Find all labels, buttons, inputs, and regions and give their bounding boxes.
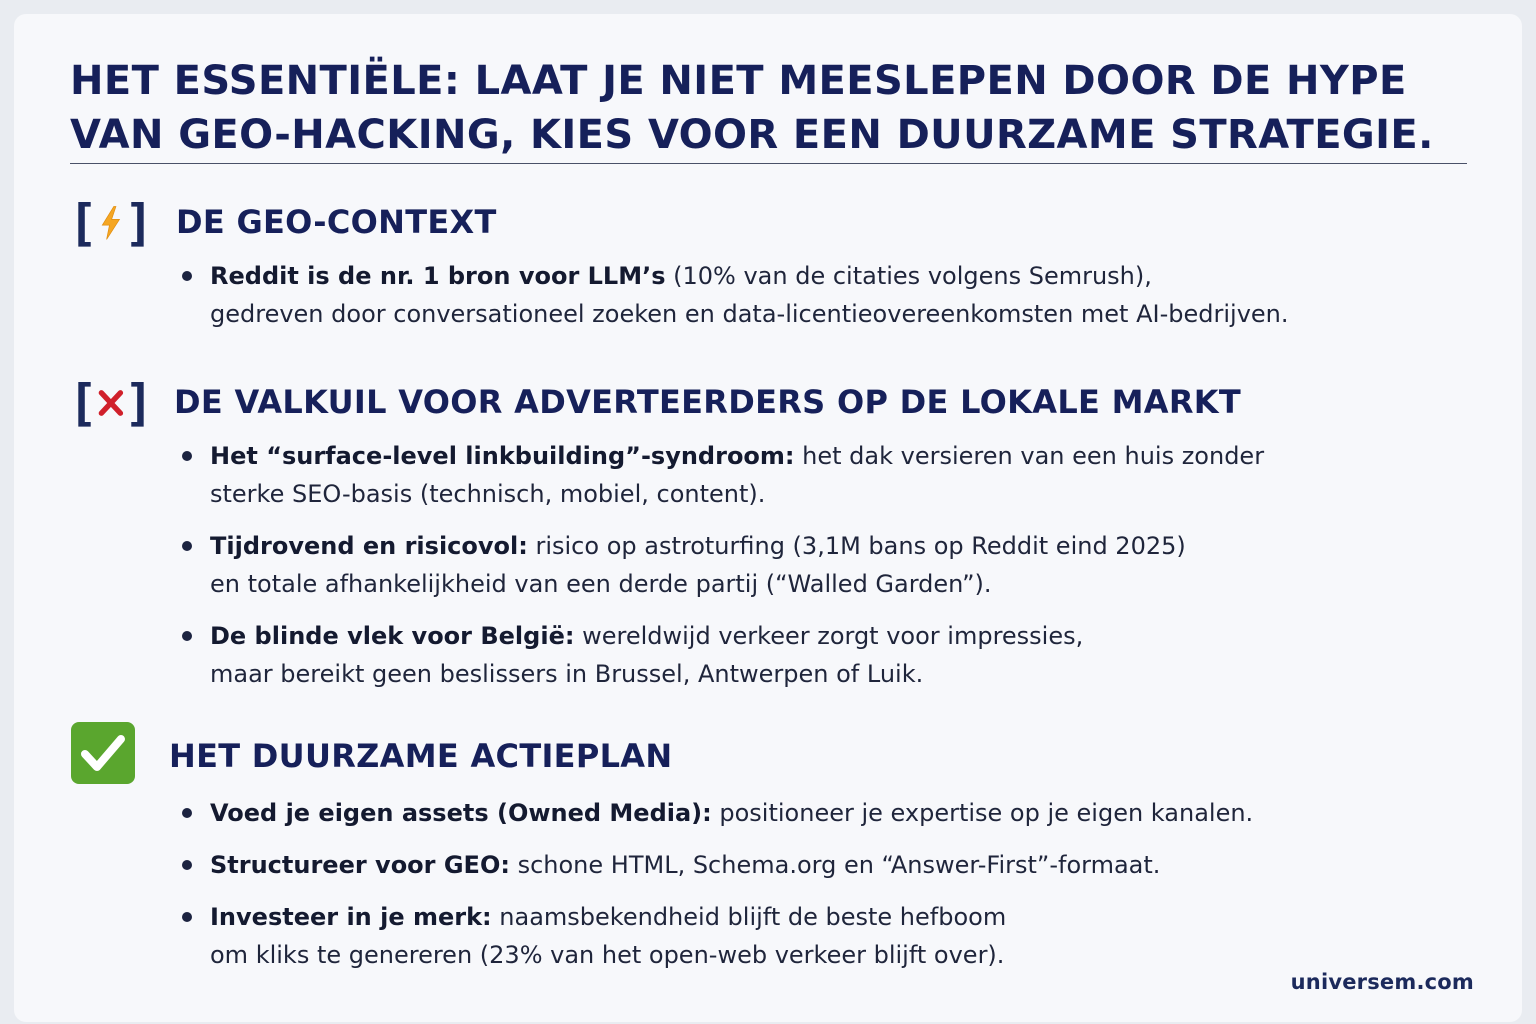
cross-glyph bbox=[98, 383, 124, 423]
title-line-2: VAN GEO-HACKING, KIES VOOR EEN DUURZAME STRATEGIE. bbox=[70, 112, 1434, 158]
title-line-1: HET ESSENTIËLE: LAAT JE NIET MEESLEPEN DOOR DE HYPE bbox=[70, 58, 1407, 104]
bolt-glyph bbox=[98, 198, 124, 248]
list-item: Structureer voor GEO: schone HTML, Schema.org en “Answer-First”-formaat. bbox=[182, 846, 1253, 884]
title-divider bbox=[70, 163, 1467, 164]
list-item: Tijdrovend en risicovol: risico op astroturfing (3,1M bans op Reddit eind 2025) en totale afhankelijkheid van een derde partij (“Walled Garden”). bbox=[182, 527, 1264, 603]
bullet-dot bbox=[182, 860, 192, 870]
green-checkmark-icon bbox=[71, 722, 135, 784]
actieplan-list bbox=[182, 794, 1253, 974]
geo-context-list bbox=[182, 257, 1289, 333]
bullet-dot bbox=[182, 541, 192, 551]
infographic-card bbox=[14, 14, 1522, 1022]
list-item: Het “surface-level linkbuilding”-syndroom: het dak versieren van een huis zonder sterke SEO-basis (technisch, mobiel, content). bbox=[182, 437, 1264, 513]
list-item: Voed je eigen assets (Owned Media): positioneer je expertise op je eigen kanalen. bbox=[182, 794, 1253, 832]
page-title bbox=[70, 54, 1490, 162]
bullet-dot bbox=[182, 808, 192, 818]
checkmark-glyph bbox=[79, 731, 127, 775]
red-cross-icon: [ ] bbox=[68, 374, 154, 432]
bullet-dot bbox=[182, 451, 192, 461]
section-heading-actieplan: HET DUURZAME ACTIEPLAN bbox=[169, 737, 673, 775]
footer-brand-link[interactable]: universem.com bbox=[1290, 970, 1474, 994]
list-item: Reddit is de nr. 1 bron voor LLM’s (10% van de citaties volgens Semrush), gedreven door conversationeel zoeken en data-licentieovereenkomsten met AI-bedrijven. bbox=[182, 257, 1289, 333]
lightning-bolt-icon: [ ] bbox=[68, 194, 154, 252]
list-item: Investeer in je merk: naamsbekendheid blijft de beste hefboom om kliks te genereren (23% van het open-web verkeer blijft over). bbox=[182, 898, 1253, 974]
valkuil-list bbox=[182, 437, 1264, 693]
bullet-dot bbox=[182, 912, 192, 922]
section-heading-geo-context: DE GEO-CONTEXT bbox=[176, 203, 497, 241]
bullet-dot bbox=[182, 631, 192, 641]
bullet-dot bbox=[182, 271, 192, 281]
list-item: De blinde vlek voor België: wereldwijd verkeer zorgt voor impressies, maar bereikt geen beslissers in Brussel, Antwerpen of Luik. bbox=[182, 617, 1264, 693]
section-heading-valkuil: DE VALKUIL VOOR ADVERTEERDERS OP DE LOKALE MARKT bbox=[174, 383, 1241, 421]
